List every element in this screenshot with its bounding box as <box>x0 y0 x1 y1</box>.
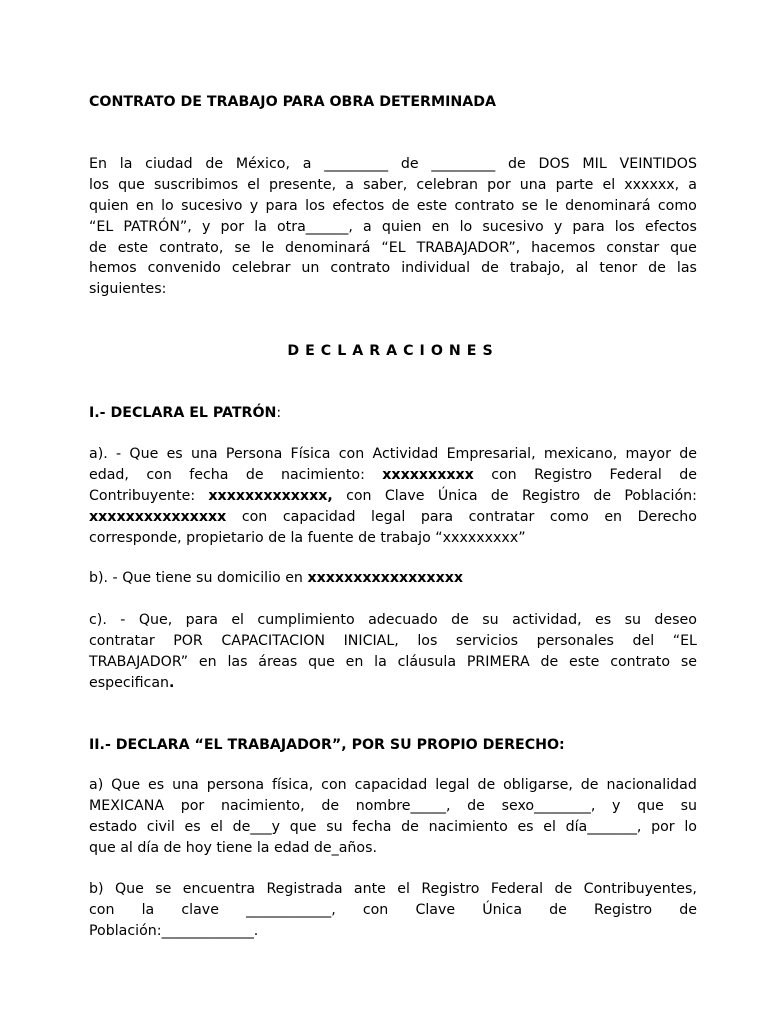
word: del <box>632 632 655 649</box>
word: Única <box>437 487 478 504</box>
word: como <box>549 508 589 525</box>
word: contratar <box>89 632 155 649</box>
paragraph-line: siguientes: <box>89 281 167 298</box>
word: el <box>397 881 410 897</box>
word: celebran <box>416 176 479 193</box>
word: los <box>614 218 635 235</box>
word: ____________, <box>246 901 336 918</box>
word: de <box>490 487 509 504</box>
word: actividad, <box>512 612 582 628</box>
word: se <box>521 197 538 214</box>
word: DOS <box>538 156 570 172</box>
word: b) <box>89 881 104 897</box>
paragraph-line <box>89 817 697 838</box>
word: de <box>679 466 697 483</box>
word: fecha <box>352 818 392 835</box>
paragraph-line <box>89 486 697 507</box>
paragraph-line <box>89 154 697 175</box>
word: de <box>549 901 567 918</box>
section1-paragraph-c <box>89 610 697 694</box>
word: a <box>688 176 697 193</box>
paragraph-line: Población:_____________. <box>89 922 259 939</box>
word: su <box>680 797 697 814</box>
word: nacimiento, <box>220 797 305 814</box>
word: es <box>184 818 201 835</box>
word: nombre_____, <box>355 797 451 814</box>
word: sucesivo <box>482 218 544 235</box>
word: mexicano, <box>543 446 618 462</box>
word: Que <box>114 881 144 897</box>
word: México, <box>235 156 290 172</box>
word: deseo <box>654 612 697 628</box>
s1b-text: b). - Que tiene su domicilio en <box>89 570 308 586</box>
word: “EL <box>672 632 697 649</box>
word: en <box>604 508 623 525</box>
word: - <box>116 446 122 462</box>
word: la <box>119 156 133 172</box>
word: efectos <box>332 197 385 214</box>
word: física, <box>271 777 314 793</box>
word: saber, <box>363 176 408 193</box>
word: con <box>321 777 347 793</box>
word: Que, <box>138 612 173 628</box>
word: de <box>205 156 224 172</box>
word: capacidad <box>354 777 428 793</box>
word: Derecho <box>637 508 697 525</box>
paragraph-line <box>89 610 697 631</box>
word: Única <box>482 901 523 918</box>
intro-paragraph <box>89 154 697 300</box>
word: cumplimiento <box>257 612 355 628</box>
word: Población: <box>624 487 697 504</box>
paragraph-line <box>89 631 697 652</box>
word: este <box>568 653 600 670</box>
word: contrato <box>610 653 671 670</box>
word: para <box>265 197 298 214</box>
paragraph-line <box>89 217 697 238</box>
word: Registro <box>521 487 581 504</box>
word: PRIMERA <box>466 653 530 670</box>
word: nacionalidad <box>606 777 697 793</box>
paragraph-line <box>89 196 697 217</box>
paragraph-line <box>89 175 697 196</box>
paragraph-line: que al día de hoy tiene la edad de_años. <box>89 839 378 856</box>
word: su <box>482 612 499 628</box>
word: la <box>254 218 267 235</box>
word: Clave <box>384 487 425 504</box>
word: Federal <box>490 881 544 897</box>
word: mayor <box>625 446 671 462</box>
word: con <box>241 508 268 525</box>
word: al <box>575 260 589 277</box>
paragraph-line <box>89 507 697 528</box>
word: un <box>301 260 320 277</box>
section1-heading <box>89 403 697 424</box>
word: de <box>321 797 340 814</box>
word: a) <box>89 777 104 793</box>
paragraph-line: especifican. <box>89 674 175 691</box>
word: por <box>651 818 675 835</box>
word: legal <box>435 777 470 793</box>
word: los <box>417 632 438 649</box>
word: contrato, <box>159 239 224 256</box>
word: de <box>400 156 419 172</box>
paragraph-line <box>89 775 697 796</box>
word: TRABAJADOR” <box>89 653 189 670</box>
word: VEINTIDOS <box>619 156 697 172</box>
declaraciones-text: DECLARACIONES <box>287 343 499 359</box>
word: Actividad <box>372 446 439 462</box>
word: ciudad <box>145 156 193 172</box>
word: ante <box>353 881 386 897</box>
word: este <box>117 239 149 256</box>
word: edad, <box>89 466 129 483</box>
word: xxxxxxxxxx <box>382 466 474 483</box>
word: estado <box>89 818 138 835</box>
word: se <box>234 239 251 256</box>
word: con <box>491 466 517 483</box>
word: lo <box>161 197 174 214</box>
word: con <box>346 487 372 504</box>
word: de <box>540 653 559 670</box>
word: Clave <box>415 901 456 918</box>
word: MIL <box>582 156 607 172</box>
word: de <box>451 612 469 628</box>
word: convenido <box>147 260 221 277</box>
word: le <box>545 197 558 214</box>
word: legal <box>371 508 406 525</box>
bold-period: . <box>169 674 175 691</box>
word: como <box>657 197 697 214</box>
word: y <box>553 218 563 235</box>
word: a <box>345 176 354 193</box>
word: suscribimos <box>153 176 239 193</box>
title-text: CONTRATO DE TRABAJO PARA OBRA DETERMINADA <box>89 94 496 110</box>
word: Registrada <box>266 881 343 897</box>
word: trabajo, <box>509 260 565 277</box>
word: parte <box>555 176 594 193</box>
word: de <box>401 818 419 835</box>
word: para <box>185 612 218 628</box>
word: es <box>148 777 165 793</box>
section1-paragraph-a <box>89 444 697 548</box>
section1-paragraph-b <box>89 568 697 589</box>
word: las <box>227 653 248 670</box>
s1b-address: xxxxxxxxxxxxxxxxx <box>307 570 464 586</box>
word: sexo________, <box>501 797 596 814</box>
declaraciones-heading <box>89 341 697 362</box>
section1-heading-colon: : <box>276 405 282 421</box>
paragraph-line <box>89 879 697 900</box>
word: obligarse, <box>503 777 573 793</box>
word: por <box>487 176 511 193</box>
word: los <box>89 176 110 193</box>
word: que <box>289 818 317 835</box>
word: día_______, <box>565 818 642 835</box>
paragraph-line <box>89 238 697 259</box>
word: de___y <box>232 818 281 835</box>
word: “EL <box>89 218 114 235</box>
word: quien <box>381 218 422 235</box>
word: de <box>467 797 485 814</box>
word: y <box>201 218 211 235</box>
word: POR <box>173 632 203 649</box>
paragraph-line <box>89 258 697 279</box>
word: lo <box>684 818 697 835</box>
word: y <box>249 197 259 214</box>
word: otra______, <box>277 218 353 235</box>
word: que <box>670 239 697 256</box>
word: la <box>374 653 387 670</box>
paragraph-line <box>89 796 697 817</box>
word: en <box>136 197 154 214</box>
section2-paragraph-b <box>89 879 697 942</box>
word: la <box>141 901 155 918</box>
paragraph-line <box>89 465 697 486</box>
word: xxxxxx, <box>624 176 680 193</box>
word: los <box>305 197 326 214</box>
word: En <box>89 156 107 172</box>
word: es <box>166 446 183 462</box>
word: INICIAL, <box>343 632 399 649</box>
word: su <box>624 612 641 628</box>
word: Persona <box>225 446 283 462</box>
word: nacimiento <box>428 818 508 835</box>
word: por <box>180 797 205 814</box>
word: TRABAJADOR”, <box>416 239 521 256</box>
word: en <box>345 653 364 670</box>
word: efectos <box>644 218 697 235</box>
word: Registro <box>594 901 653 918</box>
word: Empresarial, <box>446 446 536 462</box>
word: - <box>120 612 126 628</box>
word: en <box>198 653 217 670</box>
word: capacidad <box>282 508 356 525</box>
word: de <box>648 260 666 277</box>
word: su <box>326 818 343 835</box>
word: CAPACITACION <box>221 632 326 649</box>
word: de <box>481 260 499 277</box>
word: el <box>231 612 244 628</box>
word: xxxxxxxxxxxxx, <box>208 487 333 504</box>
word: con <box>362 901 389 918</box>
paragraph-line: corresponde, propietario de la fuente de trabajo “xxxxxxxxx” <box>89 529 526 546</box>
word: de <box>245 466 264 483</box>
word: de <box>89 239 107 256</box>
word: servicios <box>455 632 519 649</box>
word: contrato <box>330 260 391 277</box>
word: a <box>302 156 312 172</box>
word: el <box>210 818 223 835</box>
word: es <box>517 818 534 835</box>
word: y <box>612 797 621 814</box>
word: tenor <box>599 260 638 277</box>
word: para <box>572 218 605 235</box>
word: Federal <box>609 466 662 483</box>
word: las <box>676 260 697 277</box>
word: denominará <box>285 239 371 256</box>
word: civil <box>146 818 175 835</box>
word: a <box>363 218 372 235</box>
word: en <box>431 218 450 235</box>
paragraph-line <box>89 652 697 673</box>
word: de <box>593 487 612 504</box>
word: este <box>416 197 448 214</box>
word: constar <box>606 239 660 256</box>
word: le <box>261 239 275 256</box>
word: es <box>595 612 612 628</box>
paragraph-line <box>89 444 697 465</box>
word: persona <box>206 777 265 793</box>
section2-heading <box>89 735 697 756</box>
word: hacemos <box>531 239 596 256</box>
word: MEXICANA <box>89 797 165 814</box>
word: de <box>508 156 526 172</box>
word: hemos <box>89 260 137 277</box>
word: contratar <box>468 508 535 525</box>
word: _________ <box>324 156 389 172</box>
word: Contribuyentes, <box>583 881 697 897</box>
word: para <box>420 508 454 525</box>
word: sucesivo <box>181 197 243 214</box>
word: que <box>118 176 145 193</box>
word: cláusula <box>397 653 457 670</box>
word: clave <box>181 901 219 918</box>
word: Que <box>129 446 159 462</box>
word: de <box>679 901 697 918</box>
word: lo <box>459 218 473 235</box>
word: por <box>220 218 245 235</box>
word: contrato <box>454 197 515 214</box>
word: el <box>602 176 616 193</box>
word: personales <box>536 632 614 649</box>
section1-heading-text: I.- DECLARA EL PATRÓN <box>89 405 277 421</box>
word: con <box>146 466 172 483</box>
paragraph-line <box>89 900 697 921</box>
word: de <box>477 777 496 793</box>
word: Registro <box>534 466 593 483</box>
word: el <box>247 176 260 193</box>
word: xxxxxxxxxxxxxxx <box>89 508 227 525</box>
word: a). <box>89 446 108 462</box>
section2-paragraph-a <box>89 775 697 859</box>
document-title <box>89 92 697 113</box>
word: c). <box>89 612 107 628</box>
word: una <box>190 446 218 462</box>
word: adecuado <box>368 612 438 628</box>
word: individual <box>401 260 471 277</box>
word: “EL <box>381 239 406 256</box>
word: de <box>554 881 573 897</box>
word: con <box>338 446 365 462</box>
word: quien <box>89 197 129 214</box>
word: una <box>172 777 199 793</box>
word: con <box>89 901 115 918</box>
word: se <box>680 653 697 670</box>
word: una <box>519 176 547 193</box>
word: encuentra <box>182 881 256 897</box>
word: fecha <box>189 466 229 483</box>
word: presente, <box>269 176 337 193</box>
word: _________ <box>431 156 496 172</box>
word: Registro <box>421 881 480 897</box>
word: áreas <box>258 653 298 670</box>
word: de <box>391 197 410 214</box>
word: se <box>155 881 172 897</box>
word: que <box>637 797 664 814</box>
word: PATRÓN”, <box>123 218 192 235</box>
word: el <box>543 818 556 835</box>
word: Que <box>111 777 141 793</box>
word: que <box>308 653 335 670</box>
word: nacimiento: <box>280 466 365 483</box>
section2-heading-text: II.- DECLARA “EL TRABAJADOR”, POR SU PROPIO DERECHO: <box>89 737 565 753</box>
word: de <box>580 777 599 793</box>
word: Contribuyente: <box>89 487 196 504</box>
word: de <box>679 446 697 462</box>
word: denominará <box>565 197 651 214</box>
word: Física <box>290 446 331 462</box>
word: celebrar <box>231 260 291 277</box>
